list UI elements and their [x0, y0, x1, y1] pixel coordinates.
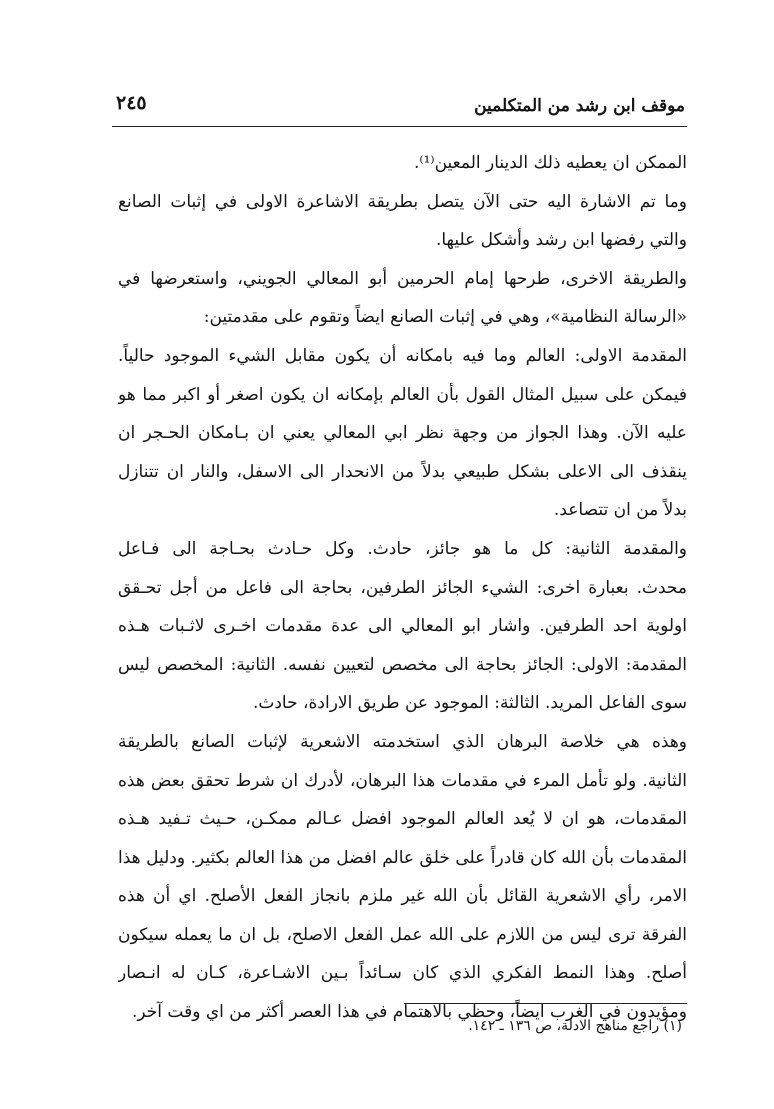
body-text	[118, 144, 687, 1032]
text-line: وما تم الاشارة اليه حتى الآن يتصل بطريقة الاشاعرة الاولى في إثبات الصانع	[118, 191, 687, 212]
text-line: ينقذف الى الاعلى بشكل طبيعي بدلاً من الانحدار الى الاسفل، والنار ان تتنازل	[118, 461, 687, 482]
text-line: اولوية احد الطرفين. واشار ابو المعالي الى عدة مقدمات اخـرى لاثـبات هـذه	[118, 616, 687, 637]
text-line: الفرقة ترى ليس من اللازم على الله عمل الفعل الاصلح، بل ان ما يعمله سيكون	[118, 924, 687, 945]
footnote-separator	[404, 1003, 687, 1004]
text-line: وهذه هي خلاصة البرهان الذي استخدمته الاشعرية لإثبات الصانع بالطريقة	[118, 731, 687, 752]
text-line: المقدمات بأن الله كان قادراً على خلق عالم افضل من هذا العالم بكثير. ودليل هذا	[118, 847, 687, 868]
text-line: والمقدمة الثانية: كل ما هو جائز، حادث. وكل حـادث بحـاجة الى فـاعل	[118, 538, 687, 559]
page-header	[112, 92, 687, 127]
text-line: المقدمة الاولى: العالم وما فيه بامكانه أن يكون مقابل الشيء الموجود حالياً.	[118, 345, 687, 366]
running-title: موقف ابن رشد من المتكلمين	[474, 96, 685, 116]
text-line: والتي رفضها ابن رشد وأشكل عليها.	[435, 230, 687, 251]
text-line: المقدمة: الاولى: الجائز بحاجة الى مخصص لتعيين نفسه. الثانية: المخصص ليس	[118, 654, 687, 675]
page-number: ٢٤٥	[116, 92, 147, 114]
text-line: «الرسالة النظامية»، وهي في إثبات الصانع ايضاً وتقوم على مقدمتين:	[203, 307, 687, 328]
text-line: محدث. بعبارة اخرى: الشيء الجائز الطرفين، بحاجة الى فاعل من أجل تحـقق	[118, 577, 687, 598]
footnote: (١) راجع مناهج الادلة، ص ١٣٦ ـ ١٤٢.	[468, 1018, 682, 1034]
text-line: فيمكن على سبيل المثال القول بأن العالم بإمكانه ان يكون اصغر أو اكبر مما هو	[118, 384, 687, 405]
text-line: عليه الآن. وهذا الجواز من وجهة نظر ابي المعالي يعني ان بـامكان الحـجر ان	[118, 423, 687, 444]
text-line: أصلح. وهذا النمط الفكري الذي كان سـائداً بـين الاشـاعرة، كـان له انـصار	[118, 963, 687, 984]
text-line: بدلاً من ان تتصاعد.	[553, 500, 687, 521]
text-line: والطريقة الاخرى، طرحها إمام الحرمين أبو المعالي الجويني، واستعرضها في	[118, 268, 687, 289]
text-line: سوى الفاعل المريد. الثالثة: الموجود عن طريق الارادة، حادث.	[252, 693, 687, 714]
text-line: الممكن ان يعطيه ذلك الدينار المعين⁽¹⁾.	[414, 153, 687, 173]
text-line: الامر، رأي الاشعرية القائل بأن الله غير ملزم بانجاز الفعل الأصلح. اي أن هذه	[118, 886, 687, 907]
text-line: الثانية. ولو تأمل المرء في مقدمات هذا البرهان، لأدرك ان شرط تحقق بعض هذه	[118, 770, 687, 791]
text-line: ومؤيدون في الغرب ايضاً، وحظي بالاهتمام في هذا العصر أكثر من اي وقت آخر.	[132, 1002, 687, 1023]
text-line: المقدمات، هو ان لا يُعد العالم الموجود افضل عـالم ممكـن، حـيث تـفيد هـذه	[118, 809, 687, 830]
